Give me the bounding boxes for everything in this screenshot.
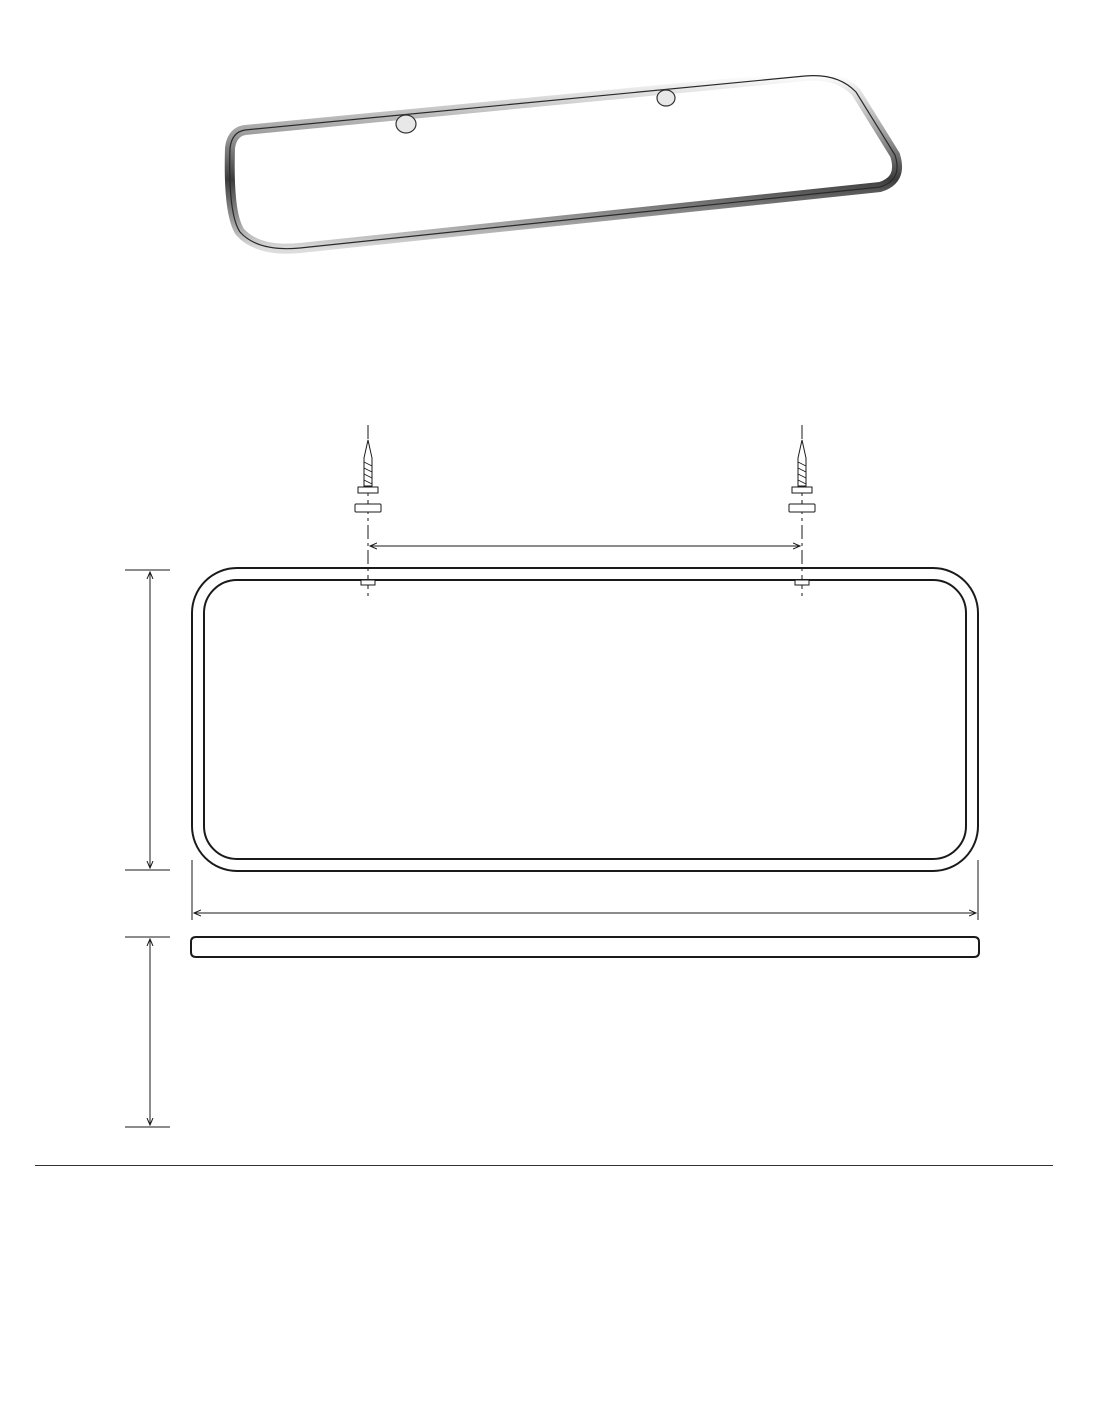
screw-right (789, 425, 815, 600)
feature-row-height (37, 1284, 368, 1309)
dimension-height (125, 937, 170, 1127)
side-view (191, 937, 979, 957)
feature-row-depth (37, 1308, 368, 1333)
feature-row-finish (37, 1357, 368, 1382)
mount-hole-left (396, 115, 416, 133)
mount-hole-right (657, 90, 675, 106)
screw-left (355, 425, 381, 600)
product-photo (230, 76, 897, 249)
dimension-depth (125, 570, 170, 870)
dimension-width (192, 860, 978, 920)
top-view (192, 568, 978, 871)
feature-row-width (37, 1259, 368, 1284)
section-divider (35, 1165, 1053, 1166)
feature-row-material (37, 1333, 368, 1358)
basket-rim (230, 76, 897, 249)
features-table (37, 1259, 368, 1382)
